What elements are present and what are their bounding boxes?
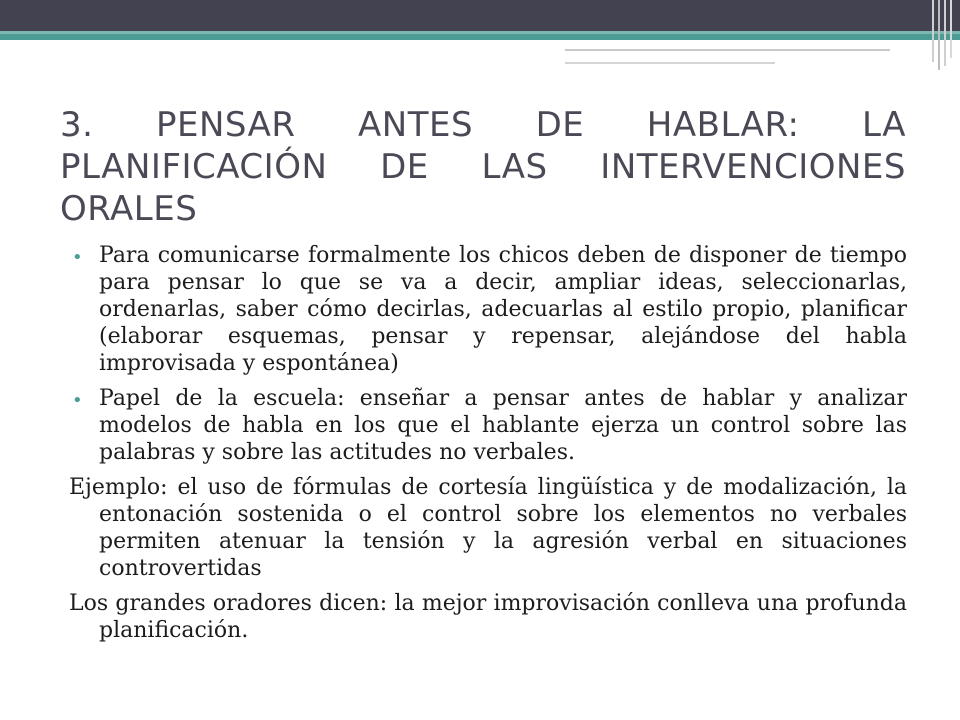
corner-bar bbox=[938, 0, 940, 70]
example-paragraph: Ejemplo: el uso de fórmulas de cortesía lingüística y de modalización, la entonación sostenida o el control sobre los elementos no verbales permiten atenuar la tensión y la agresión verbal en situaciones controvertidas bbox=[69, 475, 907, 581]
corner-bar bbox=[944, 0, 946, 66]
header-band bbox=[0, 0, 960, 31]
decorative-corner-bars bbox=[930, 0, 956, 72]
decorative-rule-top bbox=[565, 49, 890, 51]
slide-title: 3. PENSAR ANTES DE HABLAR: LA PLANIFICACIÓN DE LAS INTERVENCIONES ORALES bbox=[60, 105, 906, 229]
bullet-list bbox=[69, 242, 907, 466]
corner-bar bbox=[950, 0, 952, 58]
bullet-text: Papel de la escuela: enseñar a pensar antes de hablar y analizar modelos de habla en los que el hablante ejerza un control sobre las palabras y sobre las actitudes no verbales. bbox=[99, 386, 907, 465]
accent-band bbox=[0, 31, 960, 40]
closing-paragraph: Los grandes oradores dicen: la mejor improvisación conlleva una profunda planificación. bbox=[69, 591, 907, 643]
bullet-icon: • bbox=[72, 247, 83, 268]
bullet-item bbox=[69, 242, 907, 377]
bullet-icon: • bbox=[72, 390, 83, 411]
bullet-text: Para comunicarse formalmente los chicos deben de disponer de tiempo para pensar lo que se va a decir, ampliar ideas, seleccionarlas, ordenarlas, saber cómo decirlas, adecuarlas al estilo propio, planificar (elaborar esquemas, pensar y repensar, alejándose del habla improvisada y espontánea) bbox=[99, 243, 907, 376]
decorative-rule-bottom bbox=[565, 62, 775, 64]
bullet-item bbox=[69, 385, 907, 466]
corner-bar bbox=[932, 0, 934, 62]
slide-body bbox=[69, 242, 907, 652]
accent-band-highlight bbox=[0, 31, 960, 34]
